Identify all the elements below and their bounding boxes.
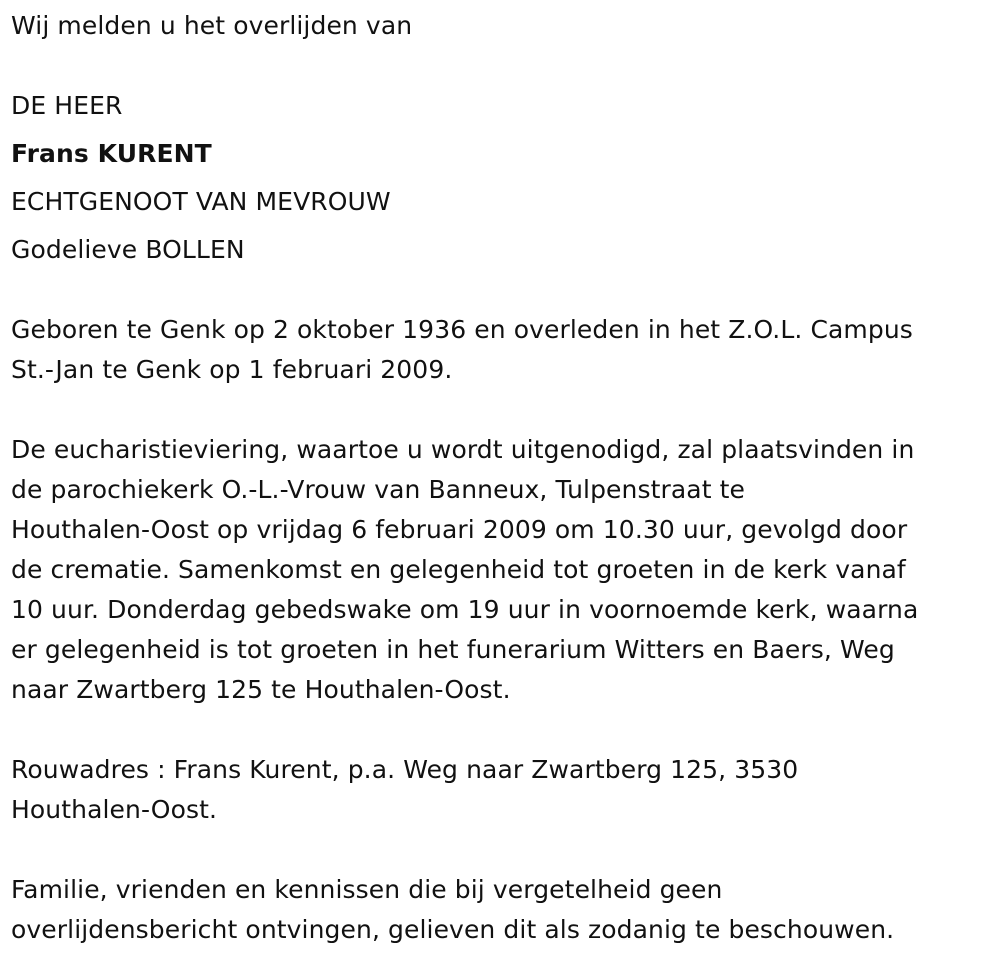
ceremony-line: de parochiekerk O.-L.-Vrouw van Banneux, Tulpenstraat te (11, 475, 746, 504)
birth-death-line: Geboren te Genk op 2 oktober 1936 en overleden in het Z.O.L. Campus (11, 315, 913, 344)
ceremony-line: er gelegenheid is tot groeten in het funerarium Witters en Baers, Weg (11, 635, 895, 664)
ceremony-line: De eucharistieviering, waartoe u wordt uitgenodigd, zal plaatsvinden in (11, 435, 915, 464)
closing-line: overlijdensbericht ontvingen, gelieven dit als zodanig te beschouwen. (11, 915, 895, 944)
address-line: Houthalen-Oost. (11, 795, 218, 824)
ceremony-line: de crematie. Samenkomst en gelegenheid tot groeten in de kerk vanaf (11, 555, 906, 584)
address-line: Rouwadres : Frans Kurent, p.a. Weg naar Zwartberg 125, 3530 (11, 755, 799, 784)
title-prefix: DE HEER (11, 91, 123, 120)
birth-death-line: St.-Jan te Genk op 1 februari 2009. (11, 355, 453, 384)
deceased-name: Frans KURENT (11, 139, 212, 168)
intro-text: Wij melden u het overlijden van (11, 11, 413, 40)
closing-line: Familie, vrienden en kennissen die bij vergetelheid geen (11, 875, 723, 904)
spouse-prefix: ECHTGENOOT VAN MEVROUW (11, 187, 391, 216)
ceremony-line: 10 uur. Donderdag gebedswake om 19 uur in voornoemde kerk, waarna (11, 595, 919, 624)
spouse-name: Godelieve BOLLEN (11, 235, 245, 264)
ceremony-line: naar Zwartberg 125 te Houthalen-Oost. (11, 675, 511, 704)
ceremony-line: Houthalen-Oost op vrijdag 6 februari 2009 om 10.30 uur, gevolgd door (11, 515, 908, 544)
